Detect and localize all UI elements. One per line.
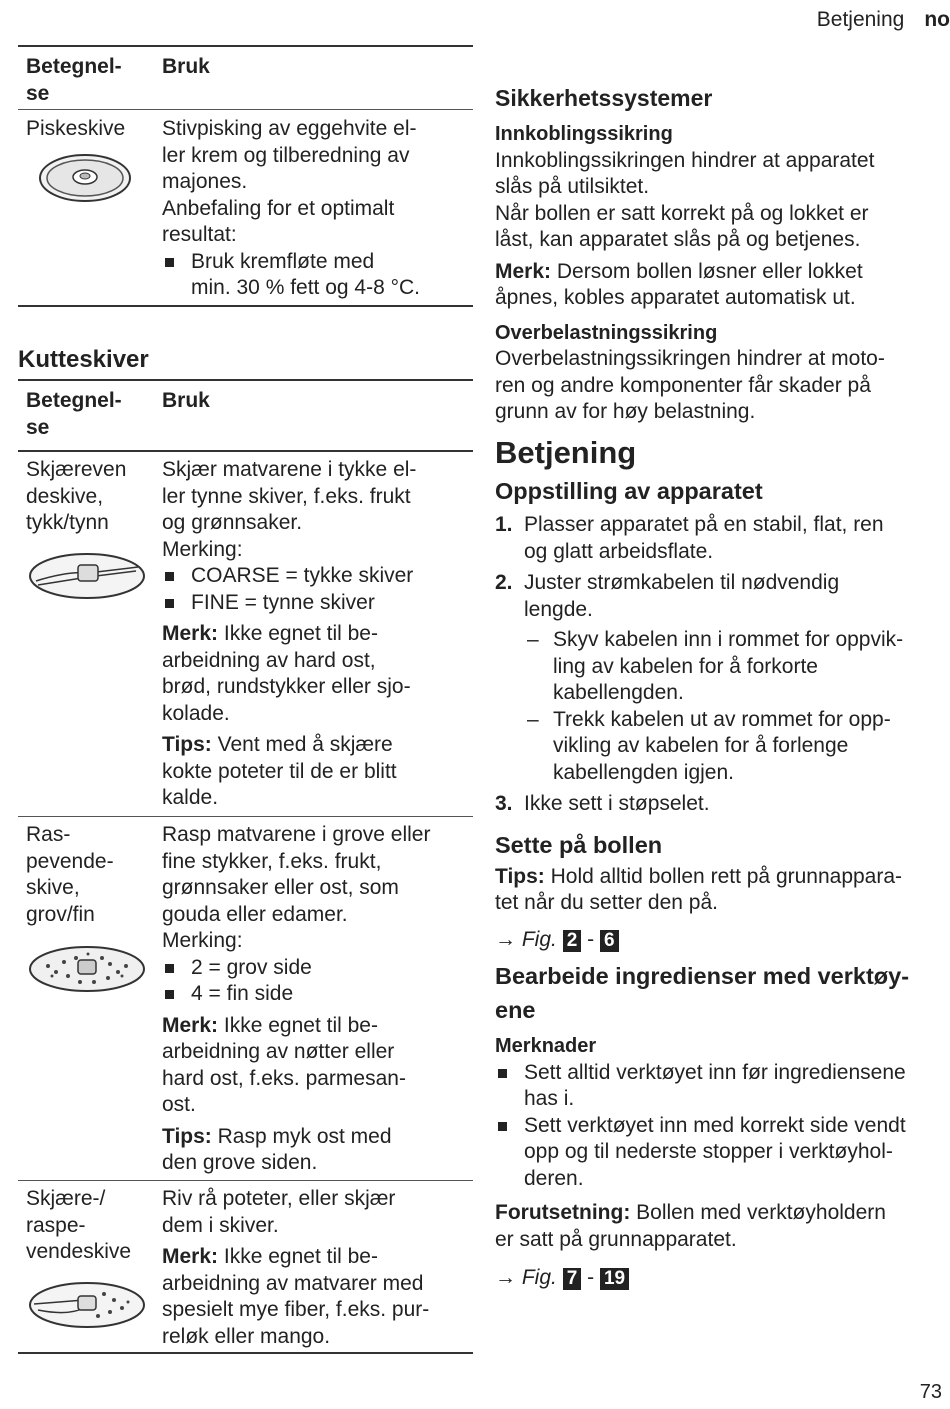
prerequisite: Forutsetning: Bollen med verktøyholdern bbox=[495, 1201, 886, 1224]
header-lang: no bbox=[924, 8, 950, 31]
kutteskiver-heading: Kutteskiver bbox=[18, 346, 149, 373]
row-name: Ras- pevende- skive, grov/fin bbox=[26, 822, 151, 994]
list-item: 3. Ikke sett i støpselet. bbox=[495, 792, 710, 815]
cutting-discs-table bbox=[18, 379, 473, 1354]
list-item: – Skyv kabelen inn i rommet for oppvik- ling av kabelen for å forkorte kabellengden. bbox=[524, 627, 947, 707]
whisk-disc-image bbox=[38, 151, 132, 205]
note: Merk: Ikke egnet til be- bbox=[162, 1013, 378, 1037]
list-item: Bruk kremfløte med min. 30 % fett og 4-8 °C. bbox=[162, 249, 477, 302]
slicing-disc-image bbox=[28, 551, 146, 601]
table-row bbox=[18, 817, 473, 1180]
reversible-disc-image bbox=[28, 1280, 146, 1330]
tip: Tips: Vent med å skjære bbox=[162, 733, 393, 756]
list-item: – Trekk kabelen ut av rommet for opp- vikling av kabelen for å forlenge kabellengden igjen. bbox=[524, 707, 947, 787]
table-row bbox=[18, 1181, 473, 1352]
note: Merk: Dersom bollen løsner eller lokket bbox=[495, 259, 863, 283]
oppstilling-heading: Oppstilling av apparatet bbox=[495, 478, 763, 504]
row-usage: Skjær matvarene i tykke el- ler tynne skiver, f.eks. frukt og grønnsaker. Merking: COARSE = tykke skiver FINE = tynne skiver Merk: Ikke egnet til be- arbeidning av hard ost, brød, rundstykker eller sjo- kolade. Tips: Vent med å skjære kokte poteter til de er blitt kalde. bbox=[162, 457, 477, 812]
table-row bbox=[18, 452, 473, 816]
running-header bbox=[817, 8, 950, 32]
row-name: Skjære-/ raspe- vendeskive bbox=[26, 1186, 151, 1330]
overbel-heading: Overbelastningssikring bbox=[495, 321, 718, 344]
note: Merk: Ikke egnet til be- bbox=[162, 1245, 378, 1268]
row-usage: Rasp matvarene i grove eller fine stykker, f.eks. frukt, grønnsaker eller ost, som gouda eller edamer. Merking: 2 = grov side 4 = fin side Merk: Ikke egnet til be- arbeidning av nøtter eller hard ost, f.eks. parmesan- ost. Tips: Rasp myk ost med den grove siden. bbox=[162, 822, 477, 1177]
row-name: Piskeskive bbox=[26, 116, 151, 205]
row-usage: Riv rå poteter, eller skjær dem i skiver. Merk: Ikke egnet til be- arbeidning av matvarer med spesielt mye fiber, f.eks. pur- reløk eller mango. bbox=[162, 1186, 477, 1350]
row-name: Skjæreven deskive, tykk/tynn bbox=[26, 457, 151, 601]
table-header-name: Betegnel- se bbox=[26, 55, 122, 105]
list-item: 2. Juster strømkabelen til nødvendig lengde. – Skyv kabelen inn i rommet for oppvik- ling av kabelen for å forkorte kabellengden. – Trekk kabelen ut av rommet for opp- vikling av kabelen for å forlenge kabellengden igjen. bbox=[495, 570, 947, 786]
merknader-heading: Merknader bbox=[495, 1035, 597, 1057]
sette-heading: Sette på bollen bbox=[495, 831, 663, 858]
table-header-use: Bruk bbox=[162, 389, 210, 412]
table-header-use: Bruk bbox=[162, 55, 210, 78]
list-item: 2 = grov side bbox=[162, 955, 477, 982]
row-usage: Stivpisking av eggehvite el- ler krem og tilberedning av majones. Anbefaling for et optimalt resultat: Bruk kremfløte med min. 30 % fett og 4-8 °C. bbox=[162, 116, 477, 302]
tip: Tips: Hold alltid bollen rett på grunnappara- bbox=[495, 864, 903, 888]
tip: Tips: Rasp myk ost med bbox=[162, 1124, 392, 1148]
grating-disc-image bbox=[28, 944, 146, 994]
list-item: FINE = tynne skiver bbox=[162, 590, 477, 617]
note: Merk: Ikke egnet til be- bbox=[162, 622, 378, 645]
list-item: Sett verktøyet inn med korrekt side vendt opp og til nederste stopper i verktøyhol- deren. bbox=[495, 1113, 947, 1193]
page-number: 73 bbox=[919, 1381, 942, 1403]
figure-reference: → Fig. 7 - 19 bbox=[495, 1265, 947, 1292]
whisk-table bbox=[18, 45, 473, 307]
right-column: Sikkerhetssystemer Innkoblingssikring Innkoblingssikringen hindrer at apparatet slås på utilsiktet. Når bollen er satt korrekt på og lokket er låst, kan apparatet slås på og betjenes. Merk: Dersom bollen løsner eller lokket åpnes, kobles apparatet automatisk ut. Overbelastningssikring Overbelastningssikringen hindrer at moto- ren og andre komponenter får skader på grunn av for høy belastning. Betjening Oppstilling av apparatet 1. Plasser apparatet på en stabil, flat, ren og glatt arbeidsflate. 2. Juster strømkabelen til nødvendig lengde. – Skyv kabelen inn i rommet for oppvik- ling av kabelen for å forkorte kabellengden. – Trekk kabelen ut av rommet for opp- vikling av kabelen for å forlenge kabellengden igjen. 3. Ikke sett i støpselet. Sette på bollen Tips: Hold alltid bollen rett på grunnappara- tet når du setter den på. → Fig. 2 - 6 Bearbeide ingredienser med verktøy- ene Merknader Sett alltid verktøyet inn før ingrediensene has i. Sett verktøyet inn med korrekt side vendt opp og til nederste stopper i verktøyhol- deren. Forutsetning: Bollen med verktøyholdern er satt på grunnapparatet. → Fig. 7 - 19 bbox=[495, 83, 947, 1292]
list-item: 4 = fin side bbox=[162, 981, 477, 1008]
list-item: COARSE = tykke skiver bbox=[162, 563, 477, 590]
header-section: Betjening bbox=[816, 8, 905, 31]
betjening-heading: Betjening bbox=[495, 434, 637, 470]
sikkerhet-heading: Sikkerhetssystemer bbox=[495, 85, 713, 111]
figure-reference: → Fig. 2 - 6 bbox=[495, 927, 947, 954]
innkobling-heading: Innkoblingssikring bbox=[495, 123, 673, 145]
bearbeide-heading: Bearbeide ingredienser med verktøy- ene bbox=[495, 963, 910, 1023]
table-row bbox=[18, 110, 473, 305]
list-item: 1. Plasser apparatet på en stabil, flat, ren og glatt arbeidsflate. bbox=[495, 513, 884, 563]
list-item: Sett alltid verktøyet inn før ingrediensene has i. bbox=[495, 1060, 947, 1113]
table-header-name: Betegnel- se bbox=[26, 389, 122, 439]
